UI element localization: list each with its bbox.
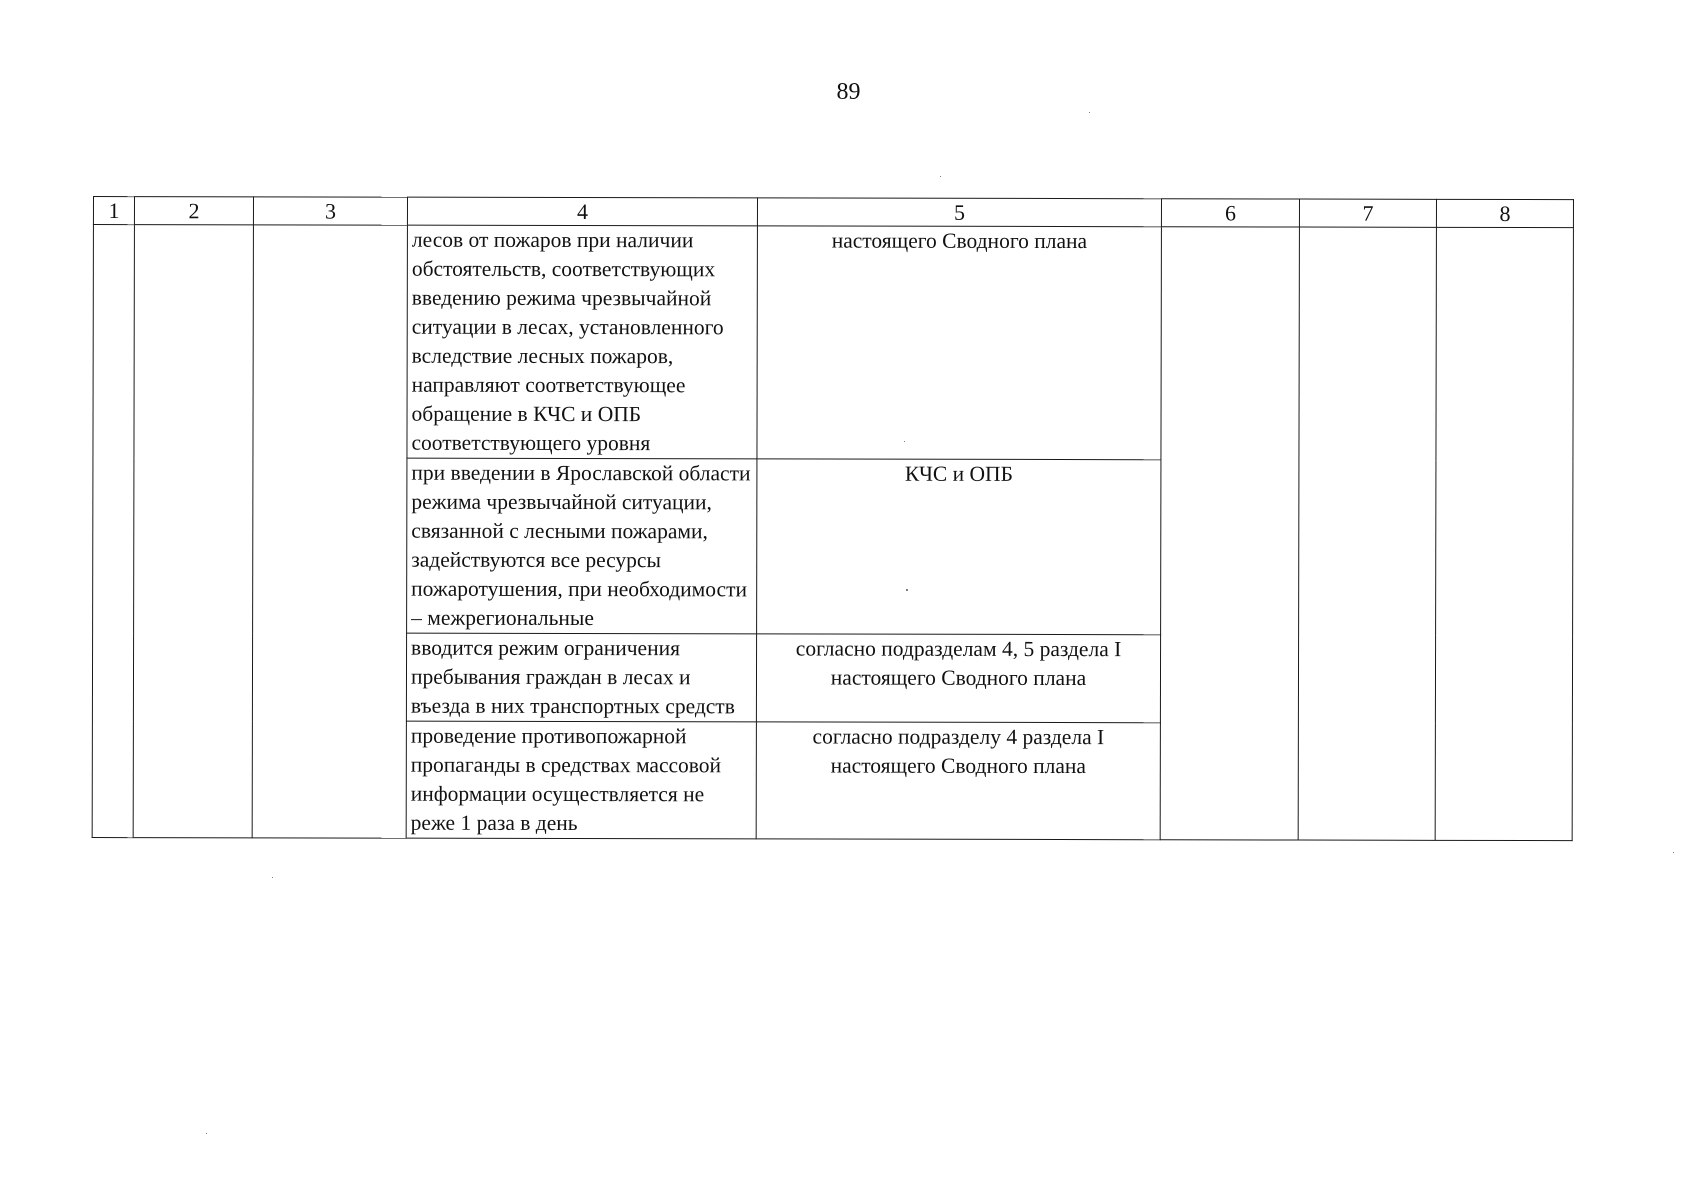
- scan-speck: [1673, 852, 1674, 853]
- cell-col1: [92, 225, 134, 838]
- cell-col7: [1298, 227, 1436, 840]
- column-header-6: 6: [1161, 199, 1299, 227]
- cell-col2: [133, 225, 253, 838]
- column-header-5: 5: [757, 198, 1161, 227]
- cell-col6: [1160, 227, 1299, 840]
- responsible-cell: КЧС и ОПБ: [757, 459, 1161, 635]
- scan-speck: [906, 589, 908, 591]
- measure-cell: вводится режим ограничения пребывания граждан в лесах и въезда в них транспортных средств: [406, 633, 756, 722]
- column-header-1: 1: [93, 197, 134, 225]
- column-header-8: 8: [1436, 199, 1573, 227]
- plan-table: [92, 196, 1574, 841]
- scan-speck: [1089, 112, 1090, 113]
- scan-speck: [206, 1133, 207, 1134]
- scan-speck: [272, 877, 273, 878]
- table-row: [93, 225, 1573, 461]
- cell-col8: [1435, 227, 1573, 840]
- responsible-cell: согласно подразделу 4 раздела I настоящего Сводного плана: [756, 722, 1160, 840]
- measure-cell: при введении в Ярославской области режима чрезвычайной ситуации, связанной с лесными пожарами, задействуются все ресурсы пожаротушения, при необходимости – межрегиональные: [407, 458, 757, 634]
- responsible-cell: настоящего Сводного плана: [757, 226, 1161, 460]
- scan-speck: [940, 176, 941, 177]
- column-header-4: 4: [407, 197, 757, 226]
- page-number: 89: [836, 79, 861, 105]
- column-header-3: 3: [253, 197, 407, 225]
- column-header-7: 7: [1299, 199, 1436, 227]
- scan-speck: [904, 441, 905, 442]
- header-row: [93, 197, 1573, 228]
- measure-cell: проведение противопожарной пропаганды в средствах массовой информации осуществляется не реже 1 раза в день: [406, 721, 756, 839]
- measure-cell: лесов от пожаров при наличии обстоятельств, соответствующих введению режима чрезвычайной ситуации в лесах, установленного вследствие лесных пожаров, направляют соответствующее обращение в КЧС и ОПБ соответствующего уровня: [407, 225, 757, 459]
- column-header-2: 2: [134, 197, 253, 225]
- responsible-cell: согласно подразделам 4, 5 раздела I настоящего Сводного плана: [756, 634, 1160, 723]
- cell-col3: [252, 225, 407, 838]
